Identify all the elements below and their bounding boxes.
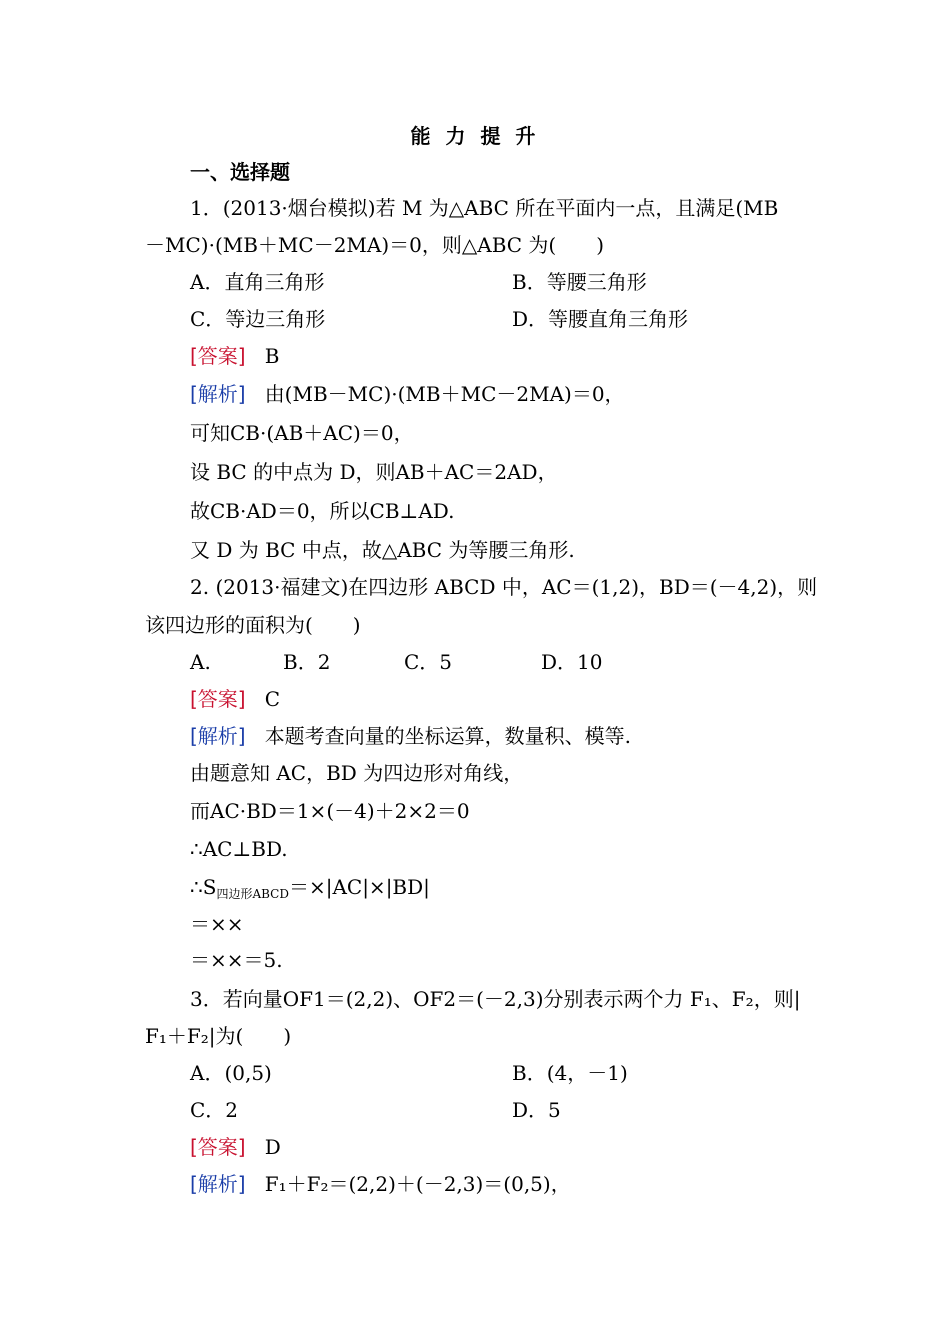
analysis-tag: [解析] (190, 382, 246, 406)
question-1-option-c: C．等边三角形 (190, 307, 326, 331)
question-1-analysis-line-1 (190, 380, 625, 408)
page-title: 能 力 提 升 (410, 124, 540, 148)
question-1-analysis-line-3: 设 BC 的中点为 D，则AB＋AC＝2AD， (190, 460, 558, 484)
question-3-stem-line-1: 3．若向量OF1＝(2,2)、OF2＝(－2,3)分别表示两个力 F₁、F₂，则| (190, 987, 801, 1011)
area-subscript: 四边形ABCD (216, 887, 289, 901)
analysis-tag: [解析] (190, 724, 246, 748)
analysis-text: F₁＋F₂＝(2,2)＋(－2,3)＝(0,5)， (264, 1172, 571, 1196)
question-1-stem-line-2: －MC)·(MB＋MC－2MA)＝0，则△ABC 为( ) (145, 233, 605, 257)
question-2-analysis-line-1 (190, 722, 631, 750)
question-2-stem-line-1: 2. (2013·福建文)在四边形 ABCD 中，AC＝(1,2)，BD＝(－4,2)，则 (190, 575, 818, 599)
question-2-analysis-line-2: 由题意知 AC，BD 为四边形对角线， (190, 761, 524, 785)
question-1-option-b: B．等腰三角形 (512, 270, 647, 294)
question-1-option-d: D．等腰直角三角形 (512, 307, 689, 331)
answer-value: D (264, 1135, 281, 1159)
question-2-option-a: A. (190, 650, 211, 674)
answer-tag: [答案] (190, 1135, 246, 1159)
question-3-answer (190, 1133, 281, 1161)
answer-value: B (264, 344, 280, 368)
question-2-analysis-line-6: ＝×× (190, 912, 244, 936)
analysis-tag: [解析] (190, 1172, 246, 1196)
question-3-analysis-line-1 (190, 1170, 571, 1198)
area-formula: ＝×|AC|×|BD| (288, 875, 430, 899)
question-3-option-d: D．5 (512, 1098, 561, 1122)
question-2-analysis-line-7: ＝××＝5. (190, 948, 283, 972)
question-3-option-c: C．2 (190, 1098, 239, 1122)
analysis-text: 由(MB－MC)·(MB＋MC－2MA)＝0， (264, 382, 625, 406)
area-symbol: ∴S (190, 875, 217, 899)
question-2-analysis-line-3: 而AC·BD＝1×(－4)＋2×2＝0 (190, 799, 470, 823)
question-2-option-d: D．10 (541, 650, 603, 674)
question-2-analysis-line-4: ∴AC⊥BD. (190, 837, 288, 861)
question-3-option-a: A．(0,5) (190, 1061, 272, 1085)
question-3-option-b: B．(4，－1) (512, 1061, 628, 1085)
answer-value: C (264, 687, 280, 711)
question-1-stem-line-1: 1．(2013·烟台模拟)若 M 为△ABC 所在平面内一点，且满足(MB (190, 196, 779, 220)
question-1-analysis-line-2: 可知CB·(AB＋AC)＝0， (190, 421, 414, 445)
section-heading: 一、选择题 (190, 160, 290, 184)
question-2-analysis-line-5 (190, 873, 430, 904)
question-2-stem-line-2: 该四边形的面积为( ) (145, 613, 361, 637)
question-1-analysis-line-5: 又 D 为 BC 中点，故△ABC 为等腰三角形. (190, 538, 575, 562)
question-1-analysis-line-4: 故CB·AD＝0，所以CB⊥AD. (190, 499, 455, 523)
answer-tag: [答案] (190, 687, 246, 711)
question-2-option-c: C．5 (404, 650, 453, 674)
question-2-option-b: B．2 (283, 650, 331, 674)
answer-tag: [答案] (190, 344, 246, 368)
question-3-stem-line-2: F₁＋F₂|为( ) (145, 1024, 292, 1048)
analysis-text: 本题考查向量的坐标运算，数量积、模等. (264, 724, 632, 748)
question-1-answer (190, 342, 279, 370)
question-1-option-a: A．直角三角形 (190, 270, 325, 294)
question-2-answer (190, 685, 280, 713)
